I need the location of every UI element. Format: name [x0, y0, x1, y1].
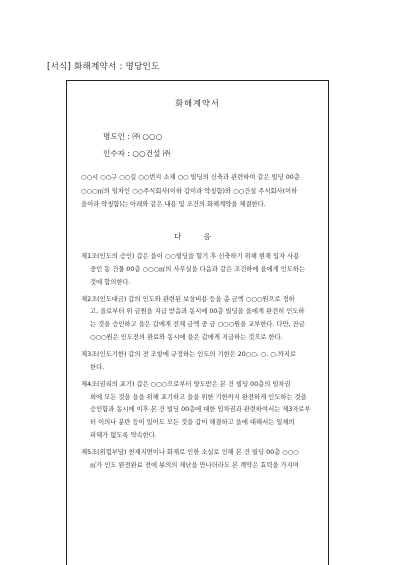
intro-line: 을이라 약칭함)는 아래와 같은 내용 및 조건의 화해계약을 체결한다.: [81, 201, 266, 209]
articles-list: [81, 251, 333, 477]
article-line: 피해가 없도록 약속한다.: [90, 431, 157, 439]
article-line: 제1조(인도의 승인) 갑은 을이 ○○빌딩을 헐기 후 신축하기 위해 현재 입자 사용: [81, 253, 300, 260]
article-line: 는 것을 승인하고 을은 갑에게 전체 금액 중 금 ○○○원을 교부한다. 다만, 잔금: [90, 321, 305, 329]
article-2: [81, 294, 333, 345]
intro-line: ○○○㎡의 임차인 ○○주식회사(이하 갑이라 약칭함)와 ○○건설 주식회사(이하: [81, 187, 298, 195]
article-line: 제3조(인도기한) 갑의 전 조항에 규정하는 인도의 기한은 20○○. ○. ○.까지로: [81, 350, 296, 358]
article-line: 고, 을로부터 위 금원을 지급 받음과 동시에 00층 빌딩을 을에게 완전히 인도하: [90, 308, 305, 316]
intro-line: ○○시 ○○구 ○○길 ○○번지 소재 ○○ 빌딩의 신축과 관련하여 같은 빌딩 00층: [81, 174, 300, 181]
article-line: 터 이의나 분란 등이 있어도 모든 것을 갑이 해결하고 을에 대해서는 일체의: [90, 419, 295, 427]
article-line: 제2조(인도대금) 갑의 인도와 관련된 보상비용 등을 총 금액 ○○○원으로 정하: [81, 295, 295, 303]
article-5: [81, 447, 333, 473]
article-line: 한다.: [90, 363, 105, 371]
article-line: 외에 모든 것을 을을 위해 포기하고 을을 위한 기한까지 완전하게 인도하는 것을: [90, 393, 307, 401]
article-line: ○○○원은 인도전의 완료와 동시에 을은 갑에게 지급하는 것으로 한다.: [90, 333, 283, 341]
lessee-line: 인수자 : ○○건설 ㈜: [103, 149, 171, 158]
form-header: [서식] 화해계약서 : 명당인도: [47, 62, 160, 72]
article-3: [81, 349, 333, 375]
lessor-line: 명도인 : ㈜ ○○○: [103, 132, 163, 141]
intro-paragraph: [81, 171, 333, 212]
article-line: 것에 합의한다.: [90, 278, 131, 286]
article-line: 중인 동 건물 00층 ○○○㎡의 사무실을 다음과 같은 조건하에 을에게 인도하는: [90, 265, 306, 273]
document-title: 화해계약서: [175, 98, 220, 108]
article-line: ㎡가 인도 완전완료 전에 뷰의의 재난을 만나더라도 본 계약은 효력을 가지며: [90, 461, 299, 469]
article-1: [81, 251, 333, 289]
article-line: 승인함과 동시에 이후 본 건 빌딩 00층에 대한 임차권과 관련하여서는 제3자로부: [90, 406, 311, 414]
contract-frame: [66, 80, 329, 565]
article-line: 제4조(권리의 포기) 갑은 ○○○으로부터 양도받은 본 건 빌딩 00층의 임차권: [81, 380, 291, 388]
article-4: [81, 379, 333, 443]
article-line: 제5조(위험부담) 천재지변이나 화재로 인한 소실로 인해 본 건 빌딩 00층 ○○○: [81, 448, 299, 456]
section-heading: 다 음: [174, 232, 221, 241]
